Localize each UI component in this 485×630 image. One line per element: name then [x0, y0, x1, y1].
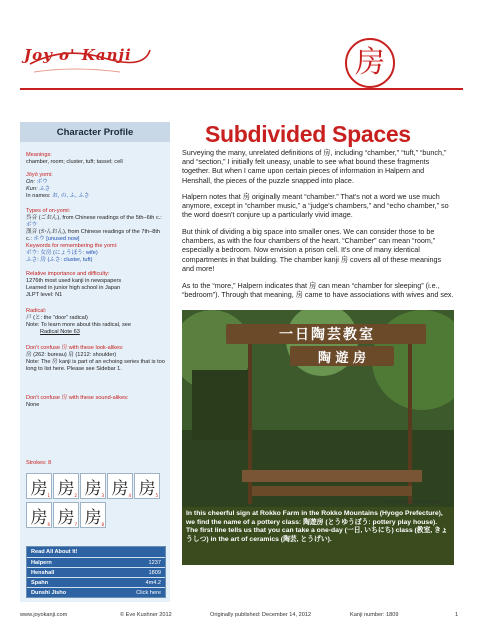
radical-note-link[interactable]: Radical Note 63	[40, 329, 80, 335]
stroke-step-2	[53, 473, 79, 499]
paragraph-3: But think of dividing a big space into smaller ones. We can consider those to be chambers, as with the four chambers of the heart. “Chamber” can mean “room,” especially a bedroom. Now envision a prison cell. It's one of many identical compartments in that building. The chamber kanji 房 covers all of these meanings and more!	[182, 227, 442, 273]
featured-kanji-badge	[345, 38, 395, 88]
header-rule	[20, 88, 463, 90]
footer-copyright: © Eve Kushner 2012	[120, 612, 172, 618]
sidebar-title: Character Profile	[20, 122, 170, 142]
look-alikes-value: 房 (262: bureau) 肩 (1212: shoulder)	[26, 352, 117, 358]
joyo-yomi-label: Jōyō yomi:	[26, 172, 53, 178]
look-alikes-note: Note: The 房 kanji is part of an echoing series that is too long to list here. Please see Sidebar 1.	[26, 359, 165, 372]
on-yomi-type-2-value: ホウ [unused now]	[33, 236, 80, 242]
read-all-title: Read All About It!	[27, 547, 165, 557]
radical-note: Note: To learn more about this radical, see	[26, 322, 131, 328]
paragraph-4: As to the “more,” Halpern indicates that 房 can mean “chamber for sleeping” (i.e., “bedroom”). Through that meaning, 房 came to have associations with wives and sex.	[182, 281, 454, 300]
reference-name: Halpern	[31, 559, 52, 566]
stroke-step-4	[107, 473, 133, 499]
on-yomi-type-1: 呉音 (ごおん), from Chinese readings of the 5th–6th c.:	[26, 215, 162, 221]
stroke-number: 8	[101, 522, 104, 527]
look-alikes-section	[26, 345, 166, 373]
look-alikes-label: Don't confuse 房 with these look-alikes:	[26, 345, 124, 351]
read-all-row[interactable]	[27, 587, 165, 597]
reference-value: 1809	[148, 569, 161, 576]
radical-label: Radical:	[26, 308, 47, 314]
reference-value[interactable]: Click here	[136, 589, 161, 596]
stroke-glyph: 房	[57, 507, 75, 528]
paragraph-2: Halpern notes that 房 originally meant “chamber.” That's not a word we use much anymore, except in “chamber music,” a “judge's chambers,” and “echo chamber,” so the word doesn't conjure up a particularly vivid image.	[182, 192, 449, 220]
stroke-glyph: 房	[57, 478, 75, 499]
meanings-value: chamber, room; cluster, tuft; tassel; cell	[26, 159, 123, 165]
reference-value: 1237	[148, 559, 161, 566]
joyo-yomi-section	[26, 172, 166, 200]
reference-name: Henshall	[31, 569, 55, 576]
footer-page-number: 1	[455, 612, 459, 618]
names-value: お, の, ふ, ふさ	[52, 193, 90, 199]
on-label: On:	[26, 179, 36, 185]
logo-text: Joy o' Kanji	[24, 46, 132, 64]
importance-school: Learned in junior high school in Japan	[26, 285, 121, 291]
read-all-row	[27, 557, 165, 567]
keywords-label: Keywords for remembering the yomi:	[26, 243, 118, 249]
stroke-number: 4	[128, 493, 131, 498]
reference-name: Spahn	[31, 579, 49, 586]
stroke-step-6	[26, 502, 52, 528]
photo-caption: In this cheerful sign at Rokko Farm in the Rokko Mountains (Hyogo Prefecture), we find the name of a pottery class: 陶遊房 (とうゆうぼう: pottery play house). The first line tells us that you can take a one-day (一日, いちにち) class (教室, きょうしつ) in the art of ceramics (陶芸, とうげい).	[182, 507, 454, 565]
stroke-glyph: 房	[111, 478, 129, 499]
read-all-about-it-box	[26, 546, 166, 598]
stroke-number: 7	[74, 522, 77, 527]
pottery-sign-photo	[182, 310, 454, 510]
stroke-step-5	[134, 473, 160, 499]
reference-name: Dunshi Jisho	[31, 589, 67, 596]
radical-section	[26, 308, 166, 336]
keyword-2: ふさ: 房 (ふさ: cluster, tuft)	[26, 257, 93, 263]
meanings-label: Meanings:	[26, 152, 52, 158]
read-all-row	[27, 567, 165, 577]
strokes-label: Strokes: 8	[26, 460, 52, 466]
on-yomi-type-1-value: ボウ	[26, 222, 38, 228]
stroke-number: 6	[47, 522, 50, 527]
stroke-number: 2	[74, 493, 77, 498]
stroke-number: 3	[101, 493, 104, 498]
stroke-glyph: 房	[138, 478, 156, 499]
keywords-section	[26, 243, 166, 264]
on-yomi-type-2: 漢音 (かんおん), from Chinese readings of the 7th–8th c.:	[26, 229, 160, 242]
photo-credit: Photo Credit: Eve Kushner	[385, 499, 440, 504]
stroke-number: 1	[47, 493, 50, 498]
joy-o-kanji-logo	[24, 42, 154, 82]
on-value: ボウ	[36, 179, 48, 185]
footer-published: Originally published: December 14, 2012	[210, 612, 312, 618]
footer-kanji-number: Kanji number: 1809	[350, 612, 399, 618]
meanings-section	[26, 152, 166, 166]
stroke-step-7	[53, 502, 79, 528]
sign-top-text: 一日陶芸教室	[279, 327, 375, 343]
read-all-rows	[27, 557, 165, 597]
sound-alikes-label: Don't confuse 房 with these sound-alikes:	[26, 395, 129, 401]
kun-value: ふさ	[39, 186, 51, 192]
radical-value: 戸 (と: the “door” radical)	[26, 315, 88, 321]
importance-section	[26, 271, 166, 299]
importance-jlpt: JLPT level: N1	[26, 292, 63, 298]
on-yomi-types-label: Types of on-yomi:	[26, 208, 71, 214]
stroke-step-1	[26, 473, 52, 499]
strokes-section	[26, 460, 166, 467]
footer-site[interactable]: www.joyokanji.com	[20, 612, 68, 618]
stroke-step-8	[80, 502, 106, 528]
stroke-step-3	[80, 473, 106, 499]
stroke-glyph: 房	[30, 507, 48, 528]
importance-frequency: 1276th most used kanji in newspapers	[26, 278, 122, 284]
sign-bottom-text: 陶 遊 房	[317, 350, 367, 366]
stroke-number: 5	[155, 493, 158, 498]
keyword-1: ボウ: 女房 (にょうぼう: wife)	[26, 250, 98, 256]
sound-alikes-section	[26, 395, 166, 409]
stroke-glyph: 房	[30, 478, 48, 499]
stroke-glyph: 房	[84, 478, 102, 499]
featured-kanji: 房	[355, 45, 385, 80]
names-label: In names:	[26, 193, 51, 199]
article-title: Subdivided Spaces	[205, 121, 411, 147]
reference-value: 4m4.2	[145, 579, 161, 586]
kun-label: Kun:	[26, 186, 38, 192]
paragraph-1: Surveying the many, unrelated definitions of 房, including “chamber,” “tuft,” “bunch,” and “section,” I initially felt uneasy, unable to see what bound these fragments together. But when I came upon certain pieces of information in Halpern and Henshall, the pieces of the puzzle snapped into place.	[182, 148, 447, 185]
stroke-glyph: 房	[84, 507, 102, 528]
sound-alikes-value: None	[26, 402, 40, 408]
on-yomi-types-section	[26, 208, 166, 243]
importance-label: Relative importance and difficulty:	[26, 271, 110, 277]
read-all-row	[27, 577, 165, 587]
